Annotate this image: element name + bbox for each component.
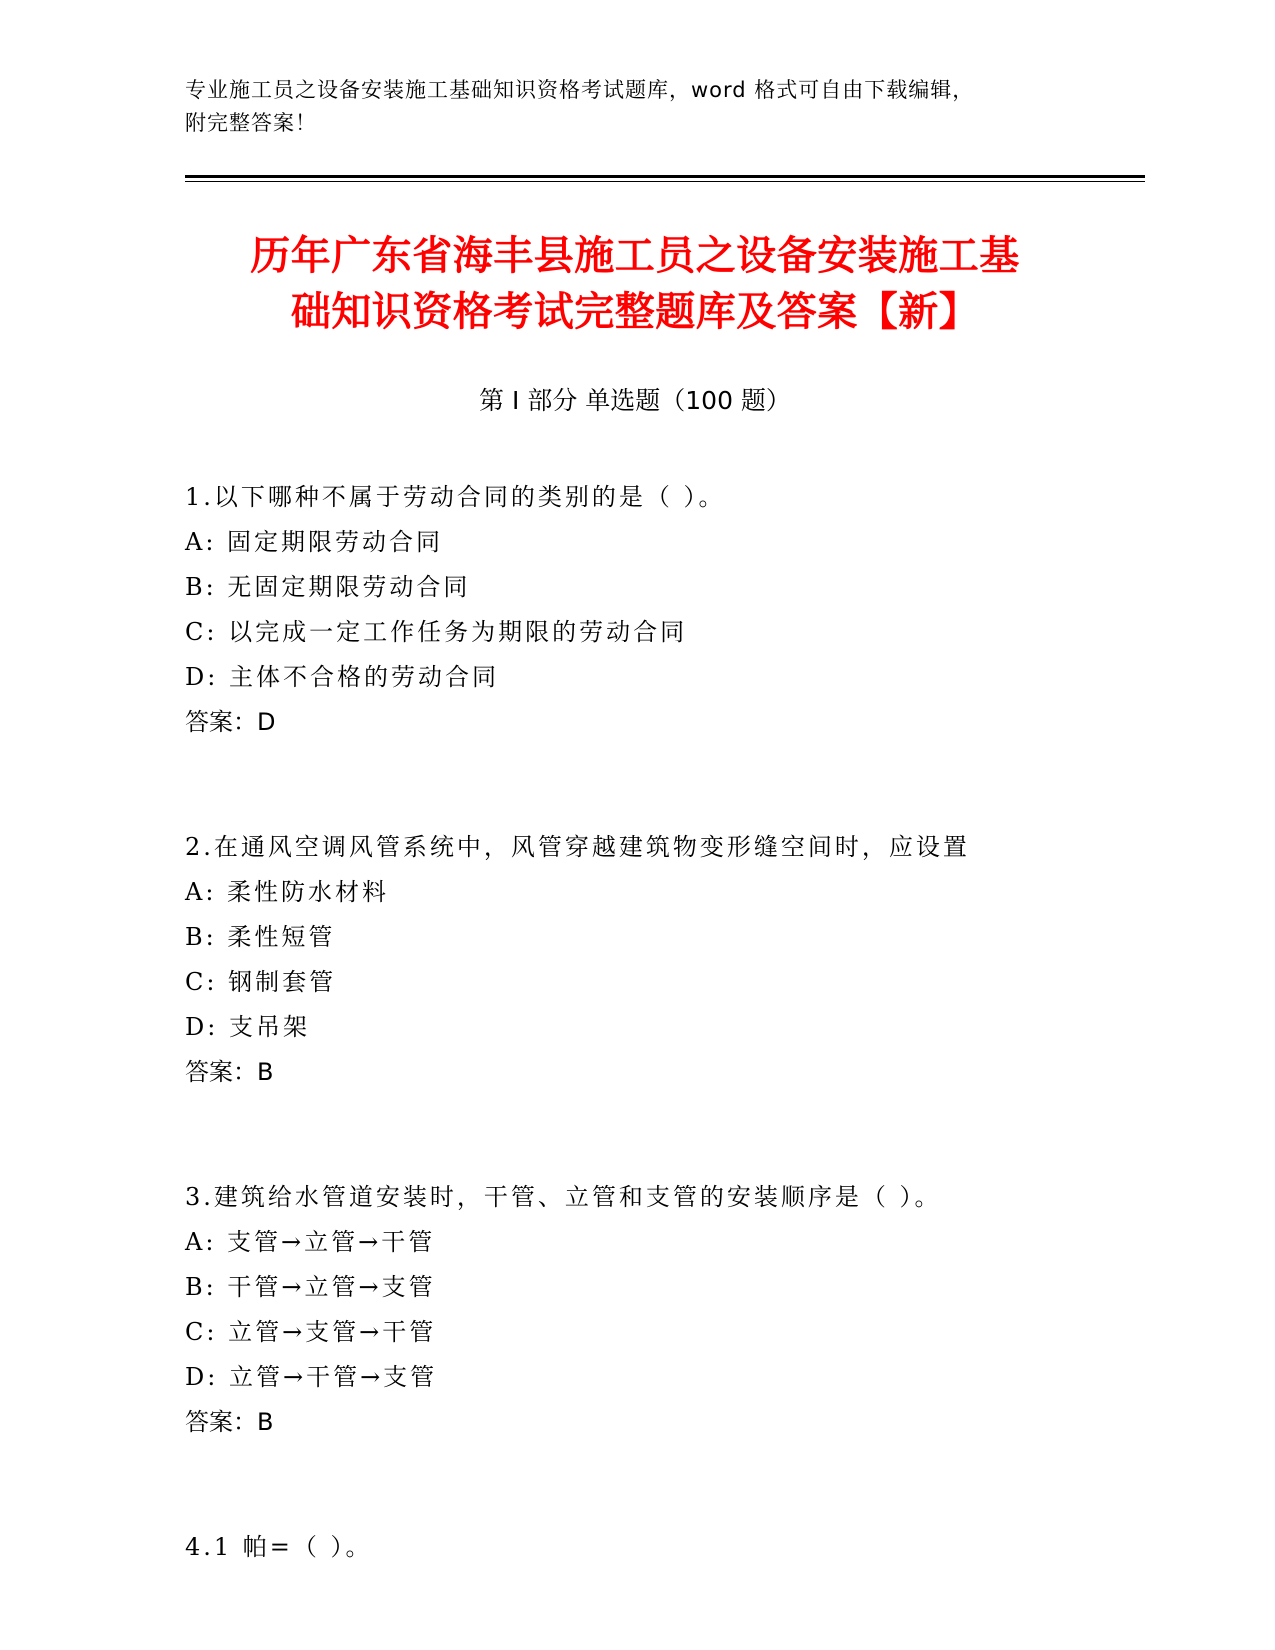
question-2 xyxy=(185,825,1145,1095)
question-answer: 答案：B xyxy=(185,1408,274,1436)
question-spacer xyxy=(185,745,1145,825)
header-note xyxy=(185,74,1085,140)
question-option-b: B: 无固定期限劳动合同 xyxy=(185,573,471,601)
question-stem: 2.在通风空调风管系统中，风管穿越建筑物变形缝空间时，应设置 xyxy=(185,833,970,861)
question-option-c: C: 立管→支管→干管 xyxy=(185,1318,437,1346)
question-option-c: C: 以完成一定工作任务为期限的劳动合同 xyxy=(185,618,688,646)
header-note-line-1: 专业施工员之设备安装施工基础知识资格考试题库，word 格式可自由下载编辑， xyxy=(185,78,975,102)
header-divider-thick xyxy=(185,175,1145,178)
question-option-d: D: 主体不合格的劳动合同 xyxy=(185,663,499,691)
question-option-b: B: 柔性短管 xyxy=(185,923,336,951)
question-answer: 答案：D xyxy=(185,708,276,736)
question-option-d: D: 立管→干管→支管 xyxy=(185,1363,438,1391)
question-4 xyxy=(185,1525,1145,1570)
question-1 xyxy=(185,475,1145,745)
header-divider-thin xyxy=(185,181,1145,182)
question-answer: 答案：B xyxy=(185,1058,274,1086)
question-option-a: A: 柔性防水材料 xyxy=(185,878,390,906)
question-3 xyxy=(185,1175,1145,1445)
question-stem: 3.建筑给水管道安装时，干管、立管和支管的安装顺序是（ ）。 xyxy=(185,1183,942,1211)
question-list xyxy=(185,475,1145,1570)
question-spacer xyxy=(185,1095,1145,1175)
question-stem: 1.以下哪种不属于劳动合同的类别的是（ ）。 xyxy=(185,483,726,511)
question-option-b: B: 干管→立管→支管 xyxy=(185,1273,436,1301)
header-note-line-2: 附完整答案！ xyxy=(185,111,317,135)
question-stem: 4.1 帕=（ ）。 xyxy=(185,1533,373,1561)
question-option-a: A: 支管→立管→干管 xyxy=(185,1228,436,1256)
document-title xyxy=(185,228,1085,340)
question-option-a: A: 固定期限劳动合同 xyxy=(185,528,444,556)
question-option-c: C: 钢制套管 xyxy=(185,968,337,996)
question-spacer xyxy=(185,1445,1145,1525)
question-option-d: D: 支吊架 xyxy=(185,1013,310,1041)
section-heading: 第 I 部分 单选题（100 题） xyxy=(479,386,791,415)
document-title-line-2: 础知识资格考试完整题库及答案【新】 xyxy=(290,289,980,335)
document-title-line-1: 历年广东省海丰县施工员之设备安装施工基 xyxy=(250,233,1020,279)
